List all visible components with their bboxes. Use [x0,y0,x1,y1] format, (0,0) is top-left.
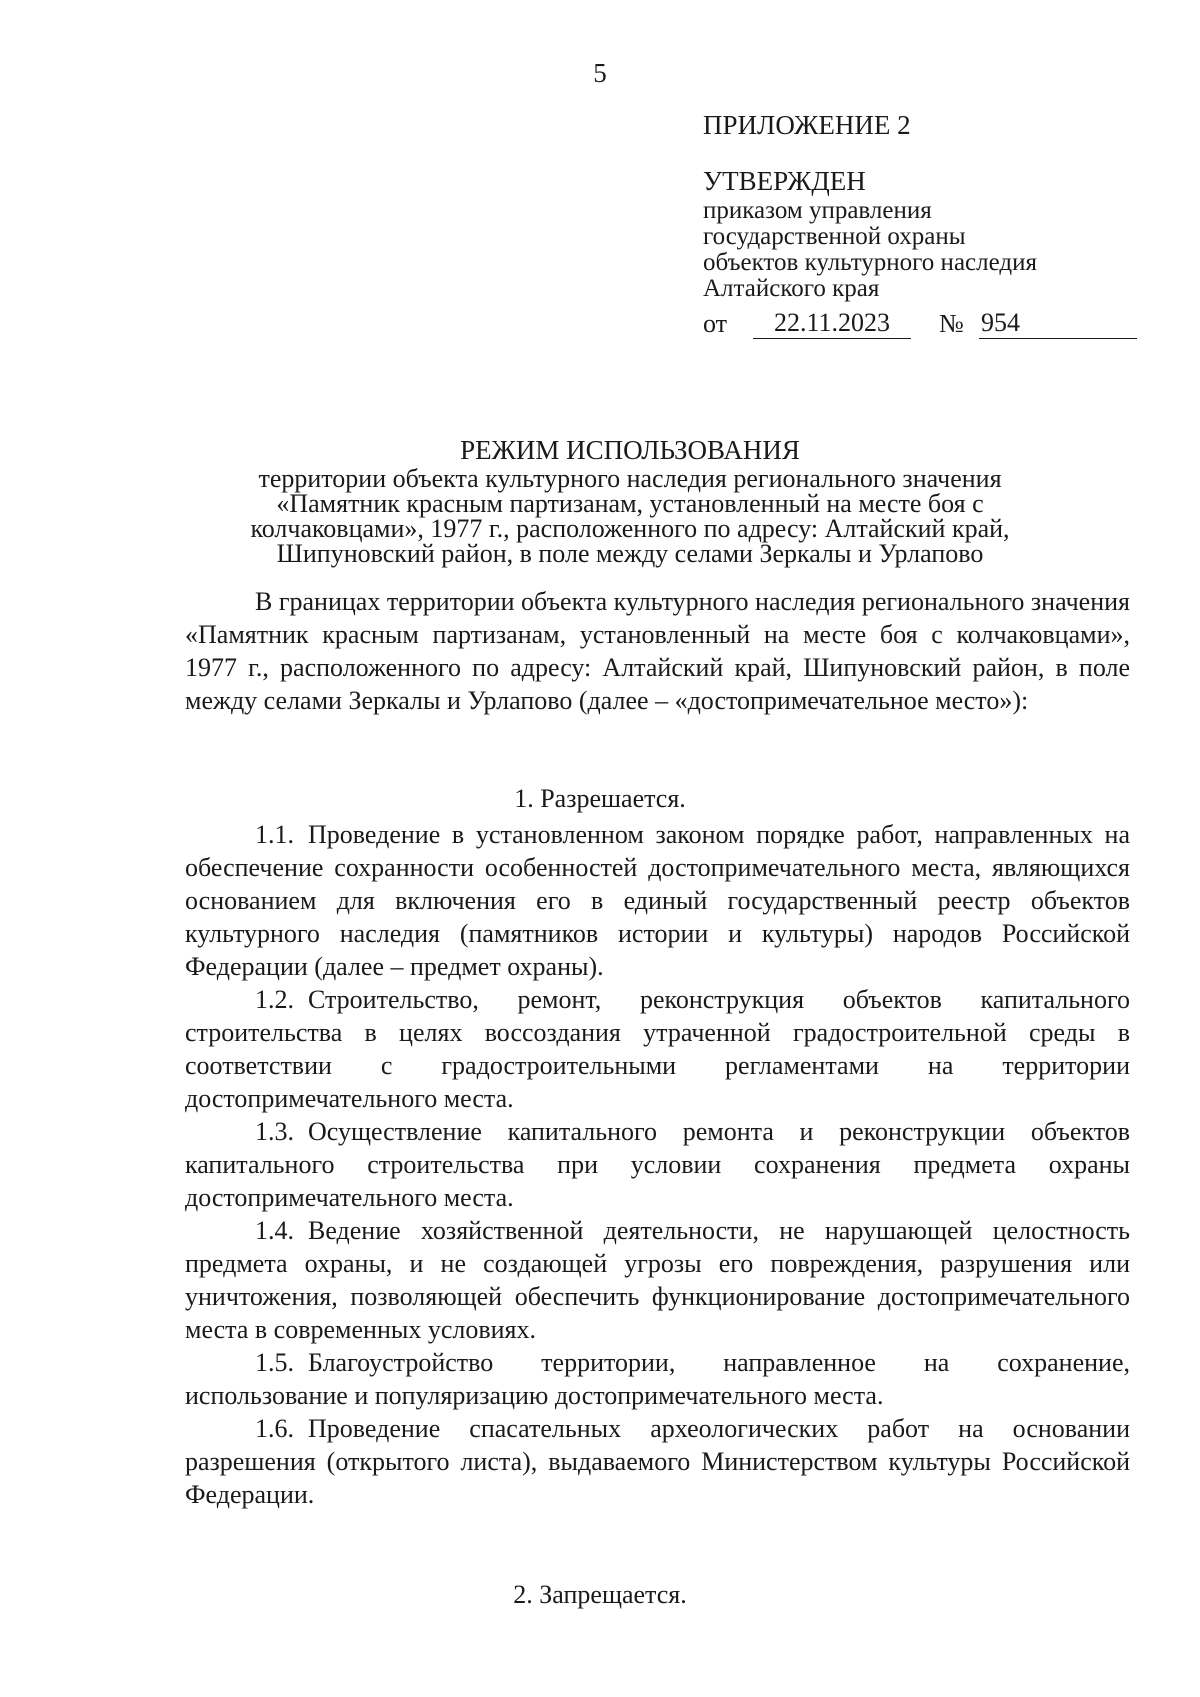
regime-subtitle-line: «Памятник красным партизанам, установленный на месте боя с [276,489,984,518]
approval-line: приказом управления [703,197,932,224]
number-prefix: № [939,309,964,338]
item-number: 1.4. [255,1216,294,1245]
section-1-heading: 1. Разрешается. [514,784,686,813]
list-item [185,1412,1130,1511]
regime-subtitle-line: колчаковцами», 1977 г., расположенного по адресу: Алтайский край, [250,514,1010,543]
approval-block [703,108,1143,339]
approved-title: УТВЕРЖДЕН [703,166,866,196]
item-text: Строительство, ремонт, реконструкция объектов капитального строительства в целях воссоздания утраченной градостроительной среды в соответствии с градостроительными регламентами на территории достопримечательного места. [185,985,1130,1113]
regime-title: РЕЖИМ ИСПОЛЬЗОВАНИЯ [460,435,800,465]
section-1-items [185,818,1130,1511]
list-item [185,1346,1130,1412]
approval-line: Алтайского края [703,275,880,302]
item-number: 1.2. [255,985,294,1014]
order-date-number [703,308,1143,339]
list-item [185,983,1130,1115]
list-item [185,818,1130,983]
page-number: 5 [593,58,607,88]
order-number: 954 [979,308,1137,339]
regime-heading [130,434,1130,566]
regime-subtitle-line: территории объекта культурного наследия регионального значения [258,464,1002,493]
item-text: Благоустройство территории, направленное на сохранение, использование и популяризацию достопримечательного места. [185,1348,1130,1410]
item-text: Ведение хозяйственной деятельности, не нарушающей целостность предмета охраны, и не создающей угрозы его повреждения, разрушения или уничтожения, позволяющей обеспечить функционирование достопримечательного места в современных условиях. [185,1216,1130,1344]
section-2-heading: 2. Запрещается. [513,1580,687,1609]
date-prefix: от [703,309,728,338]
list-item [185,1115,1130,1214]
item-number: 1.6. [255,1414,294,1443]
intro-paragraph-block [185,585,1130,717]
regime-subtitle-line: Шипуновский район, в поле между селами Зеркалы и Урлапово [276,539,984,568]
item-number: 1.1. [255,820,294,849]
approval-line: объектов культурного наследия [703,249,1037,276]
item-text: Проведение в установленном законом порядке работ, направленных на обеспечение сохранности особенностей достопримечательного места, являющихся основанием для включения его в единый государственный реестр объектов культурного наследия (памятников истории и культуры) народов Российской Федерации (далее – предмет охраны). [185,820,1130,981]
approval-line: государственной охраны [703,223,966,250]
item-text: Проведение спасательных археологических работ на основании разрешения (открытого листа), выдаваемого Министерством культуры Российской Федерации. [185,1414,1130,1509]
appendix-title: ПРИЛОЖЕНИЕ 2 [703,110,911,140]
order-date: 22.11.2023 [753,308,911,339]
intro-paragraph: В границах территории объекта культурного наследия регионального значения «Памятник красным партизанам, установленный на месте боя с колчаковцами», 1977 г., расположенного по адресу: Алтайский край, Шипуновский район, в поле между селами Зеркалы и Урлапово (далее – «достопримечательное место»): [185,587,1130,715]
list-item [185,1214,1130,1346]
item-text: Осуществление капитального ремонта и реконструкции объектов капитального строительства при условии сохранения предмета охраны достопримечательного места. [185,1117,1130,1212]
item-number: 1.3. [255,1117,294,1146]
item-number: 1.5. [255,1348,294,1377]
